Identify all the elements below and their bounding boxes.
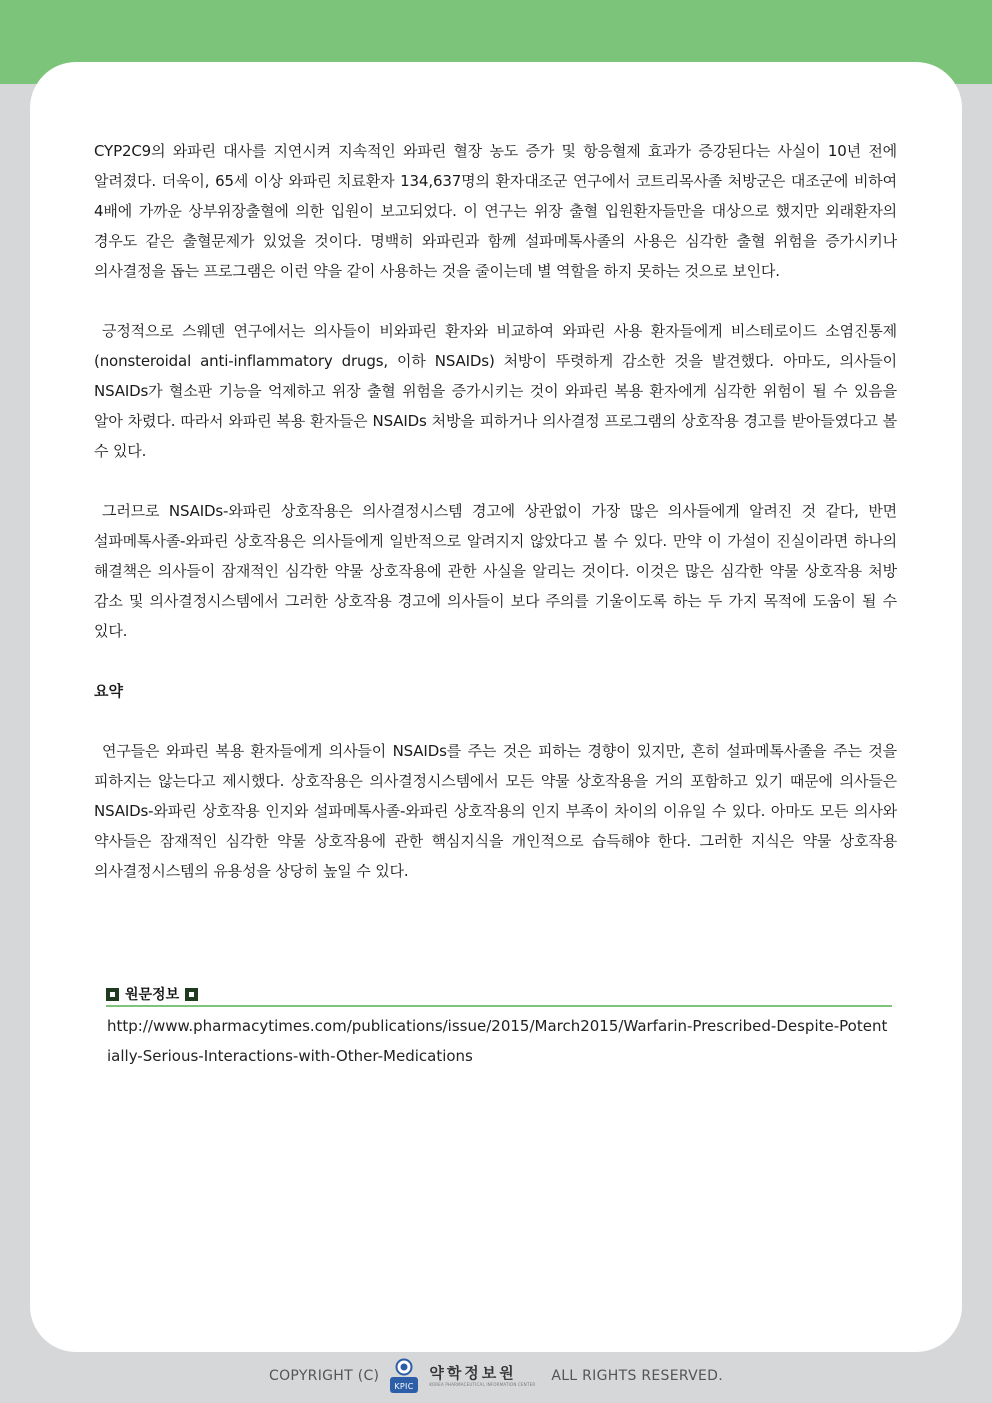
paragraph-2: 긍정적으로 스웨덴 연구에서는 의사들이 비와파린 환자와 비교하여 와파린 사용 환자들에게 비스테로이드 소염진통제(nonsteroidal anti-inflammatory drugs, 이하 NSAIDs) 처방이 뚜렷하게 감소한 것을 발견했다. 아마도, 의사들이 NSAIDs가 혈소판 기능을 억제하고 위장 출혈 위험을 증가시키는 것이 와파린 복용 환자에게 심각한 위험이 될 수 있음을 알아 차렸다. 따라서 와파린 복용 환자들은 NSAIDs 처방을 피하거나 의사결정 프로그램의 상호작용 경고를 받아들였다고 볼 수 있다. <box>94 322 897 460</box>
brand-korean: 약학정보원 <box>429 1364 517 1382</box>
brand-english: KOREA PHARMACEUTICAL INFORMATION CENTER <box>429 1382 536 1387</box>
article-body <box>94 136 897 916</box>
logo-text: KPIC <box>394 1382 414 1391</box>
square-bullet-icon <box>185 988 198 1001</box>
kpic-logo-icon <box>389 1358 419 1394</box>
source-info <box>106 984 892 1071</box>
copyright-text: COPYRIGHT (C) <box>269 1368 380 1384</box>
source-header <box>106 984 892 1007</box>
paragraph-1: CYP2C9의 와파린 대사를 지연시켜 지속적인 와파린 혈장 농도 증가 및 항응혈제 효과가 증강된다는 사실이 10년 전에 알려졌다. 더욱이, 65세 이상 와파린 치료환자 134,637명의 환자대조군 연구에서 코트리목사졸 처방군은 대조군에 비하여 4배에 가까운 상부위장출혈에 의한 입원이 보고되었다. 이 연구는 위장 출혈 입원환자들만을 대상으로 했지만 외래환자의 경우도 같은 출혈문제가 있었을 것이다. 명백히 와파린과 함께 설파메톡사졸의 사용은 심각한 출혈 위험을 증가시키나 의사결정을 돕는 프로그램은 이런 약을 같이 사용하는 것을 줄이는데 별 역할을 하지 못하는 것으로 보인다. <box>94 142 897 280</box>
square-bullet-icon <box>106 988 119 1001</box>
summary-paragraph: 연구들은 와파린 복용 환자들에게 의사들이 NSAIDs를 주는 것은 피하는 경향이 있지만, 흔히 설파메톡사졸을 주는 것을 피하지는 않는다고 제시했다. 상호작용은 의사결정시스템에서 모든 약물 상호작용을 거의 포함하고 있기 때문에 의사들은 NSAIDs-와파린 상호작용 인지와 설파메톡사졸-와파린 상호작용의 인지 부족이 차이의 이유일 수 있다. 아마도 모든 의사와 약사들은 잠재적인 심각한 약물 상호작용에 관한 핵심지식을 개인적으로 습득해야 한다. 그러한 지식은 약물 상호작용 의사결정시스템의 유용성을 상당히 높일 수 있다. <box>94 742 897 880</box>
page-card <box>30 62 962 1352</box>
footer <box>0 1356 992 1396</box>
paragraph-3: 그러므로 NSAIDs-와파린 상호작용은 의사결정시스템 경고에 상관없이 가장 많은 의사들에게 알려진 것 같다, 반면 설파메톡사졸-와파린 상호작용은 의사들에게 일반적으로 알려지지 않았다고 볼 수 있다. 만약 이 가설이 진실이라면 하나의 해결책은 의사들이 잠재적인 심각한 약물 상호작용에 관한 사실을 알리는 것이다. 이것은 많은 심각한 약물 상호작용 처방 감소 및 의사결정시스템에서 그러한 상호작용 경고에 의사들이 보다 주의를 기울이도록 하는 두 가지 목적에 도움이 될 수 있다. <box>94 502 897 640</box>
summary-heading: 요약 <box>94 682 123 700</box>
source-label: 원문정보 <box>125 987 180 1003</box>
brand <box>429 1364 535 1388</box>
rights-text: ALL RIGHTS RESERVED. <box>551 1368 723 1384</box>
source-url-link[interactable]: http://www.pharmacytimes.com/publications/issue/2015/March2015/Warfarin-Prescribed-Despite-Potentially-Serious-Interactions-with-Other-Medications <box>107 1017 888 1065</box>
